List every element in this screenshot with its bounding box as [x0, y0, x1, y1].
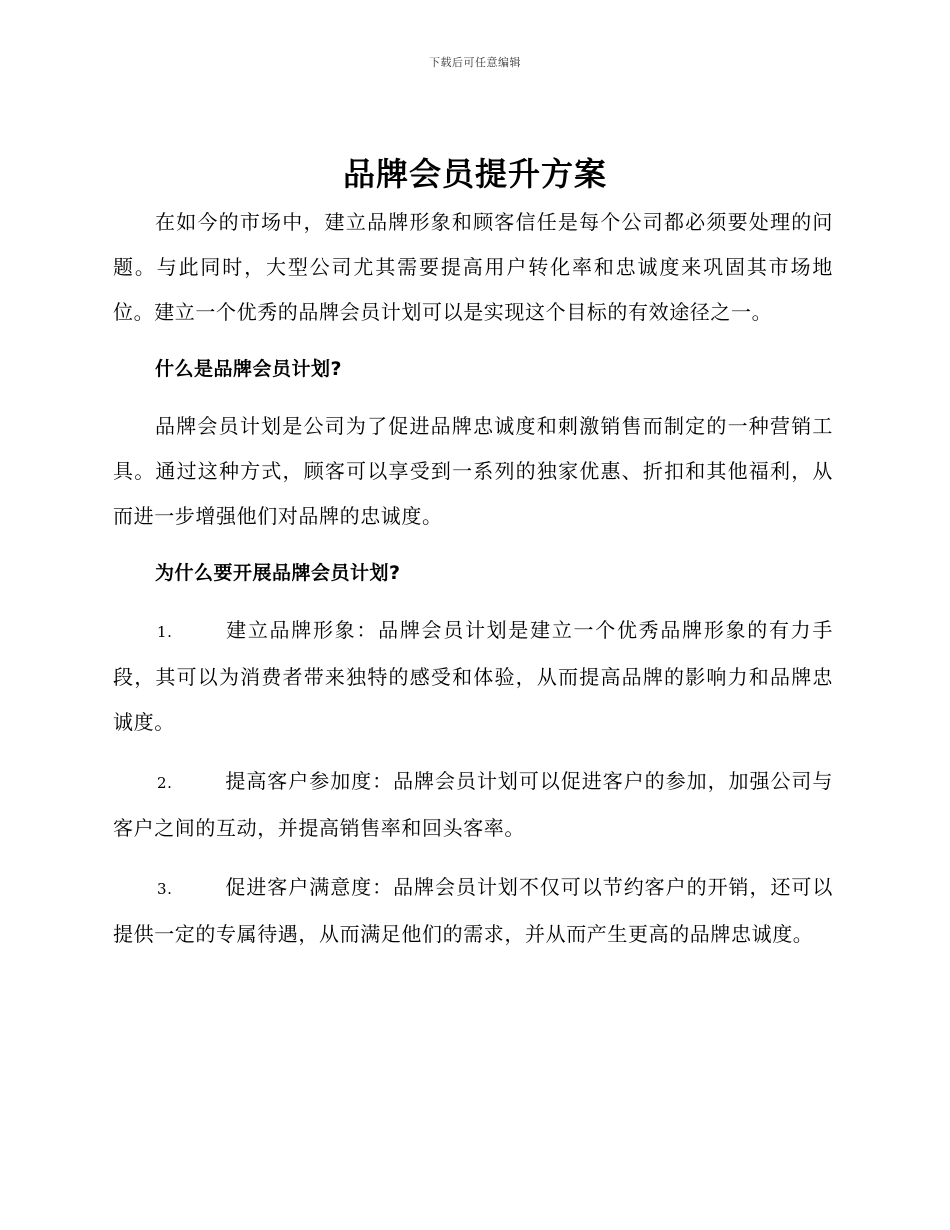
header-note: 下载后可任意编辑: [429, 56, 521, 69]
list-item: [113, 865, 833, 957]
list-item: [113, 759, 833, 851]
document-body: [113, 200, 833, 957]
list-item: [113, 608, 833, 745]
list-item-text: 建立品牌形象：品牌会员计划是建立一个优秀品牌形象的有力手段，其可以为消费者带来独特的感受和体验，从而提高品牌的影响力和品牌忠诚度。: [113, 618, 833, 734]
list-number: 2.: [157, 774, 173, 792]
section-paragraph-what-is: 品牌会员计划是公司为了促进品牌忠诚度和刺激销售而制定的一种营销工具。通过这种方式，顾客可以享受到一系列的独家优惠、折扣和其他福利，从而进一步增强他们对品牌的忠诚度。: [113, 414, 833, 528]
list-item-text: 促进客户满意度：品牌会员计划不仅可以节约客户的开销，还可以提供一定的专属待遇，从而满足他们的需求，并从而产生更高的品牌忠诚度。: [113, 875, 833, 946]
list-number: 3.: [157, 880, 173, 898]
intro-paragraph: 在如今的市场中，建立品牌形象和顾客信任是每个公司都必须要处理的问题。与此同时，大型公司尤其需要提高用户转化率和忠诚度来巩固其市场地位。建立一个优秀的品牌会员计划可以是实现这个目标的有效途径之一。: [113, 210, 833, 324]
list-number: 1.: [157, 623, 173, 641]
list-item-text: 提高客户参加度：品牌会员计划可以促进客户的参加，加强公司与客户之间的互动，并提高销售率和回头客率。: [113, 769, 833, 840]
page-title: 品牌会员提升方案: [342, 155, 607, 193]
section-heading-why: 为什么要开展品牌会员计划?: [155, 562, 401, 584]
section-heading-what-is: 什么是品牌会员计划?: [155, 358, 343, 380]
